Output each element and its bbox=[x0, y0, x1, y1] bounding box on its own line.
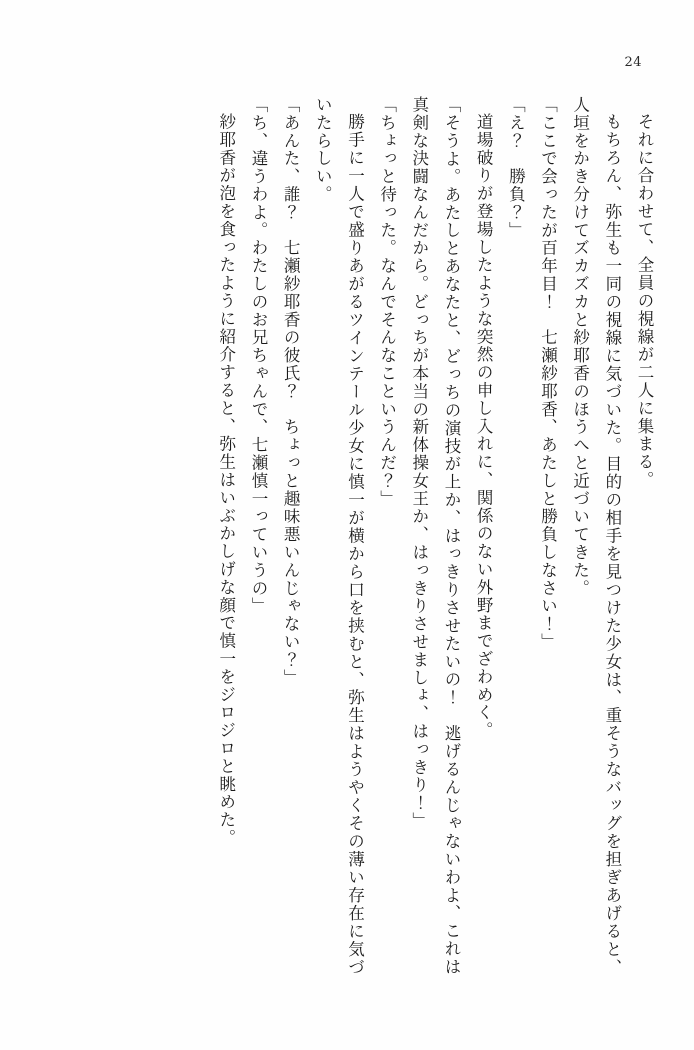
paragraph: 「そうよ。あたしとあなたと、どっちの演技が上か、はっきりさせたいの！ 逃げるんじゃないわよ、これは真剣な決闘なんだから。どっちが本当の新体操女王か、はっきりさせましょ、はっきり！」 bbox=[409, 96, 461, 976]
paragraph: 「ちょっと待った。なんでそんなこというんだ？」 bbox=[377, 96, 397, 508]
paragraph: 「ここで会ったが百年目！ 七瀬紗耶香、あたしと勝負しなさい！」 bbox=[538, 96, 558, 651]
paragraph: 勝手に一人で盛りあがるツインテール少女に慎一が横から口を挟むと、弥生はようやくその薄い存在に気づいたらしい。 bbox=[313, 96, 365, 976]
paragraph: それに合わせて、全員の視線が二人に集まる。 bbox=[635, 112, 654, 489]
paragraph: もちろん、弥生も一同の視線に気づいた。目的の相手を見つけた少女は、重そうなバッグを担ぎあげると、人垣をかき分けてズカズカと紗耶香のほうへと近づいてきた。 bbox=[570, 96, 622, 976]
paragraph: 道場破りが登場したような突然の申し入れに、関係のない外野までざわめく。 bbox=[474, 112, 494, 739]
paragraph: 「ち、違うわよ。わたしのお兄ちゃんで、七瀬慎一っていうの」 bbox=[248, 96, 268, 616]
paragraph: 「え？ 勝負？」 bbox=[506, 96, 526, 240]
paragraph: 紗耶香が泡を食ったように紹介すると、弥生はいぶかしげな顔で慎一をジロジロと眺めた。 bbox=[216, 112, 236, 847]
page-number: 24 bbox=[624, 55, 642, 70]
paragraph: 「あんた、誰？ 七瀬紗耶香の彼氏？ ちょっと趣味悪いんじゃない？」 bbox=[281, 96, 301, 687]
page-text-body bbox=[40, 96, 660, 976]
